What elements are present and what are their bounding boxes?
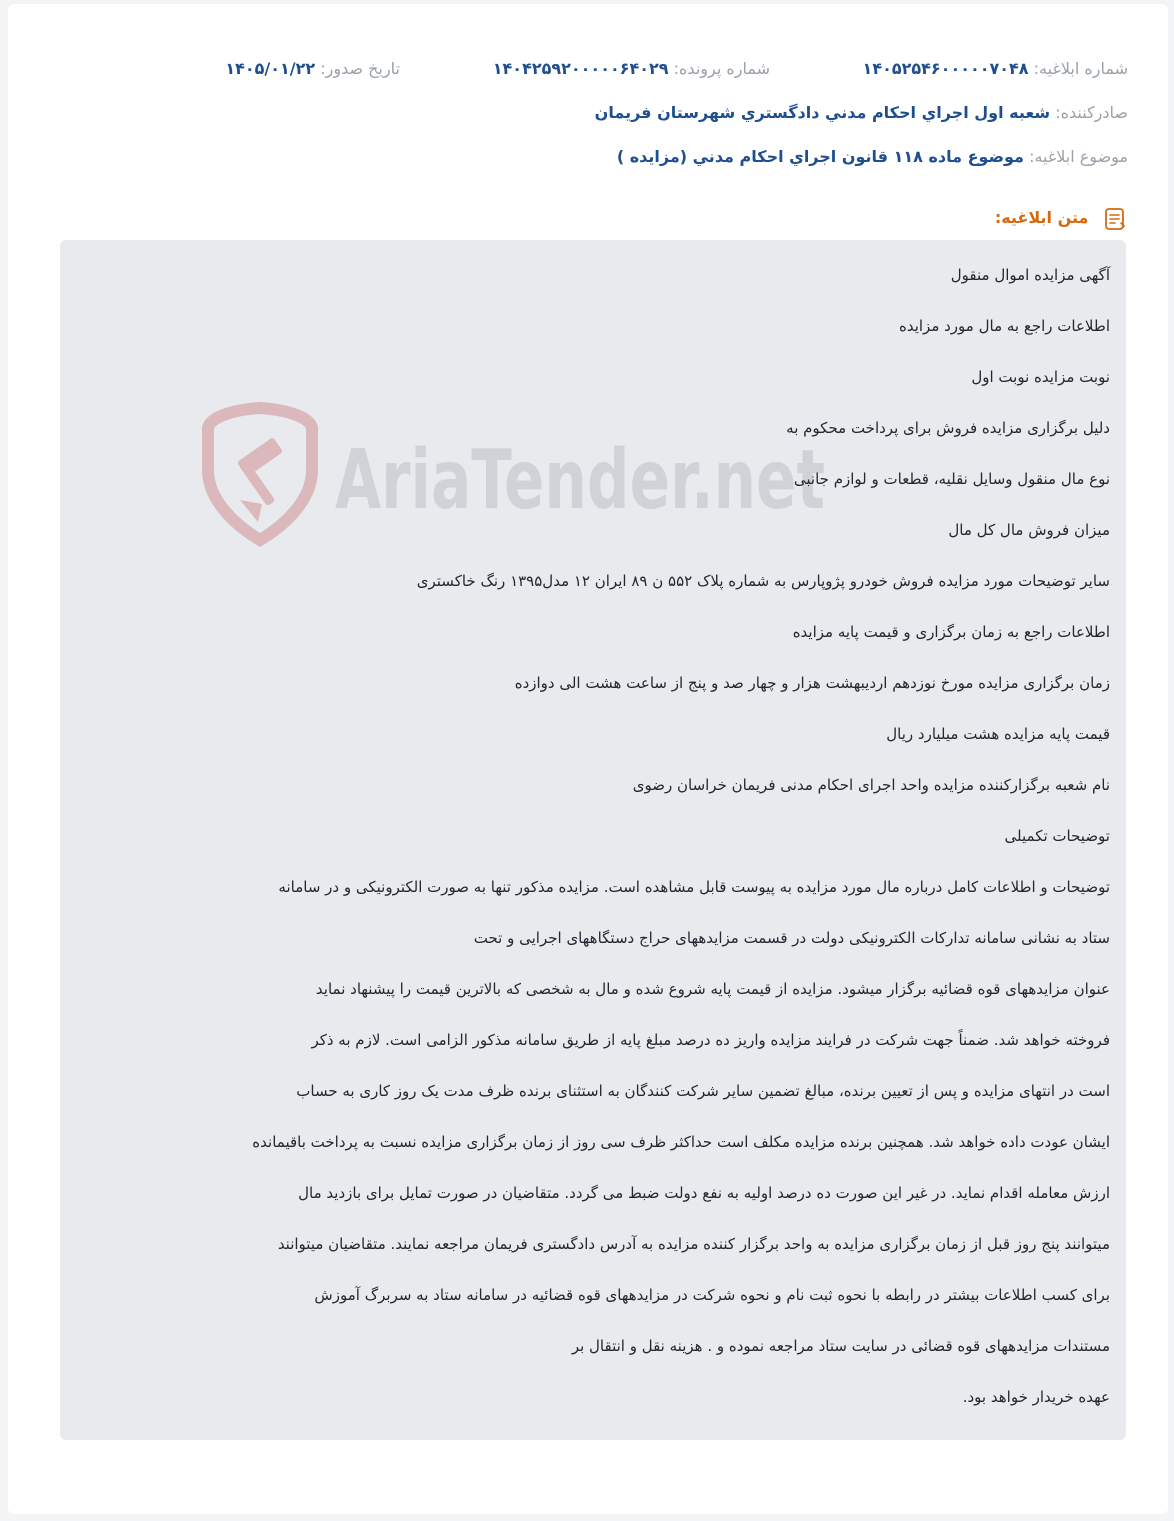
issue-date-field — [225, 54, 400, 84]
notice-line: توضیحات و اطلاعات کامل درباره مال مورد مزایده به پیوست قابل مشاهده است. مزایده مذکور تنها به صورت الکترونیکی و در سامانه — [278, 878, 1110, 896]
notice-line: قیمت پایه مزایده هشت میلیارد ریال — [886, 725, 1110, 743]
case-number-label: شماره پرونده: — [673, 59, 770, 78]
notice-text-heading-label: متن ابلاغيه: — [994, 208, 1089, 227]
notice-line: ارزش معامله اقدام نماید. در غیر این صورت ده درصد اولیه به نفع دولت ضبط می گردد. متقاضیان در صورت تمایل برای بازدید مال — [298, 1184, 1110, 1202]
notice-line: سایر توضیحات مورد مزایده فروش خودرو پژوپارس به شماره پلاک ۵۵۲ ن ۸۹ ایران ۱۲ مدل۱۳۹۵ رنگ خاکستری — [416, 572, 1110, 590]
notice-text-heading — [995, 204, 1128, 232]
notice-line: اطلاعات راجع به مال مورد مزایده — [898, 317, 1110, 335]
subject-label: موضوع ابلاغيه: — [1029, 147, 1128, 166]
subject-field — [617, 142, 1128, 172]
notice-number-label: شماره ابلاغيه: — [1033, 59, 1128, 78]
notice-line: نوع مال منقول وسایل نقلیه، قطعات و لوازم جانبی — [793, 470, 1110, 488]
issuer-label: صادرکننده: — [1055, 103, 1128, 122]
issuer-field — [595, 98, 1128, 128]
notice-line: اطلاعات راجع به زمان برگزاری و قیمت پایه مزایده — [792, 623, 1110, 641]
notice-line: میتوانند پنج روز قبل از زمان برگزاری مزایده به واحد برگزار کننده مزایده به آدرس دادگستری فریمان مراجعه نمایند. متقاضیان میتوانند — [277, 1235, 1110, 1253]
notice-body — [60, 240, 1126, 1440]
document-text-icon — [1102, 206, 1128, 232]
notice-line: ستاد به نشانی سامانه تدارکات الکترونیکی دولت در قسمت مزایدههای حراج دستگاههای اجرایی و تحت — [473, 929, 1110, 947]
notice-lines — [76, 250, 1110, 1423]
notice-line: نام شعبه برگزارکننده مزایده واحد اجرای احکام مدنی فریمان خراسان رضوی — [632, 776, 1110, 794]
notice-number-value: ۱۴۰۵۲۵۴۶۰۰۰۰۰۷۰۴۸ — [862, 59, 1029, 78]
notice-line: عنوان مزایدههای قوه قضائیه برگزار میشود. مزایده از قیمت پایه شروع شده و مال به شخصی که بالاترین قیمت را پیشنهاد نماید — [315, 980, 1110, 998]
issuer-value: شعبه اول اجراي احکام مدني دادگستري شهرستان فريمان — [594, 103, 1051, 122]
notice-line: عهده خریدار خواهد بود. — [962, 1388, 1110, 1406]
notice-line: فروخته خواهد شد. ضمناً جهت شرکت در فرایند مزایده واریز ده درصد مبلغ پایه از طریق سامانه مذکور الزامی است. لازم به ذکر — [311, 1031, 1110, 1049]
notice-line: برای کسب اطلاعات بیشتر در رابطه با نحوه ثبت نام و نحوه شرکت در مزایدههای قوه قضائیه در سامانه ستاد به سربرگ آموزش — [314, 1286, 1110, 1304]
notice-line: است در انتهای مزایده و پس از تعیین برنده، مبالغ تضمین سایر شرکت کنندگان به استثنای برنده ظرف مدت یک روز کاری به حساب — [296, 1082, 1110, 1100]
case-number-field — [493, 54, 770, 84]
issue-date-value: ۱۴۰۵/۰۱/۲۲ — [225, 59, 316, 78]
notice-number-field — [863, 54, 1128, 84]
notice-line: دلیل برگزاری مزایده فروش برای پرداخت محکوم به — [786, 419, 1110, 437]
issue-date-label: تاريخ صدور: — [320, 59, 400, 78]
notice-line: آگهی مزایده اموال منقول — [950, 266, 1110, 284]
notice-line: نوبت مزایده نوبت اول — [971, 368, 1110, 386]
subject-value: موضوع ماده ۱۱۸ قانون اجراي احکام مدني (مزايده ) — [616, 147, 1024, 166]
notice-line: میزان فروش مال کل مال — [948, 521, 1110, 539]
notice-line: ایشان عودت داده خواهد شد. همچنین برنده مزایده مکلف است حداکثر ظرف سی روز از زمان برگزاری مزایده نسبت به پرداخت باقیمانده — [252, 1133, 1110, 1151]
notice-line: زمان برگزاری مزایده مورخ نوزدهم اردیبهشت هزار و چهار صد و پنج از ساعت هشت الی دوازده — [514, 674, 1110, 692]
notice-line: مستندات مزایدههای قوه قضائی در سایت ستاد مراجعه نموده و . هزینه نقل و انتقال بر — [571, 1337, 1110, 1355]
notice-line: توضیحات تکمیلی — [1004, 827, 1110, 845]
notice-card — [8, 4, 1168, 1514]
case-number-value: ۱۴۰۴۲۵۹۲۰۰۰۰۰۶۴۰۲۹ — [492, 59, 669, 78]
watermark-text: AriaTender.net — [335, 433, 825, 528]
